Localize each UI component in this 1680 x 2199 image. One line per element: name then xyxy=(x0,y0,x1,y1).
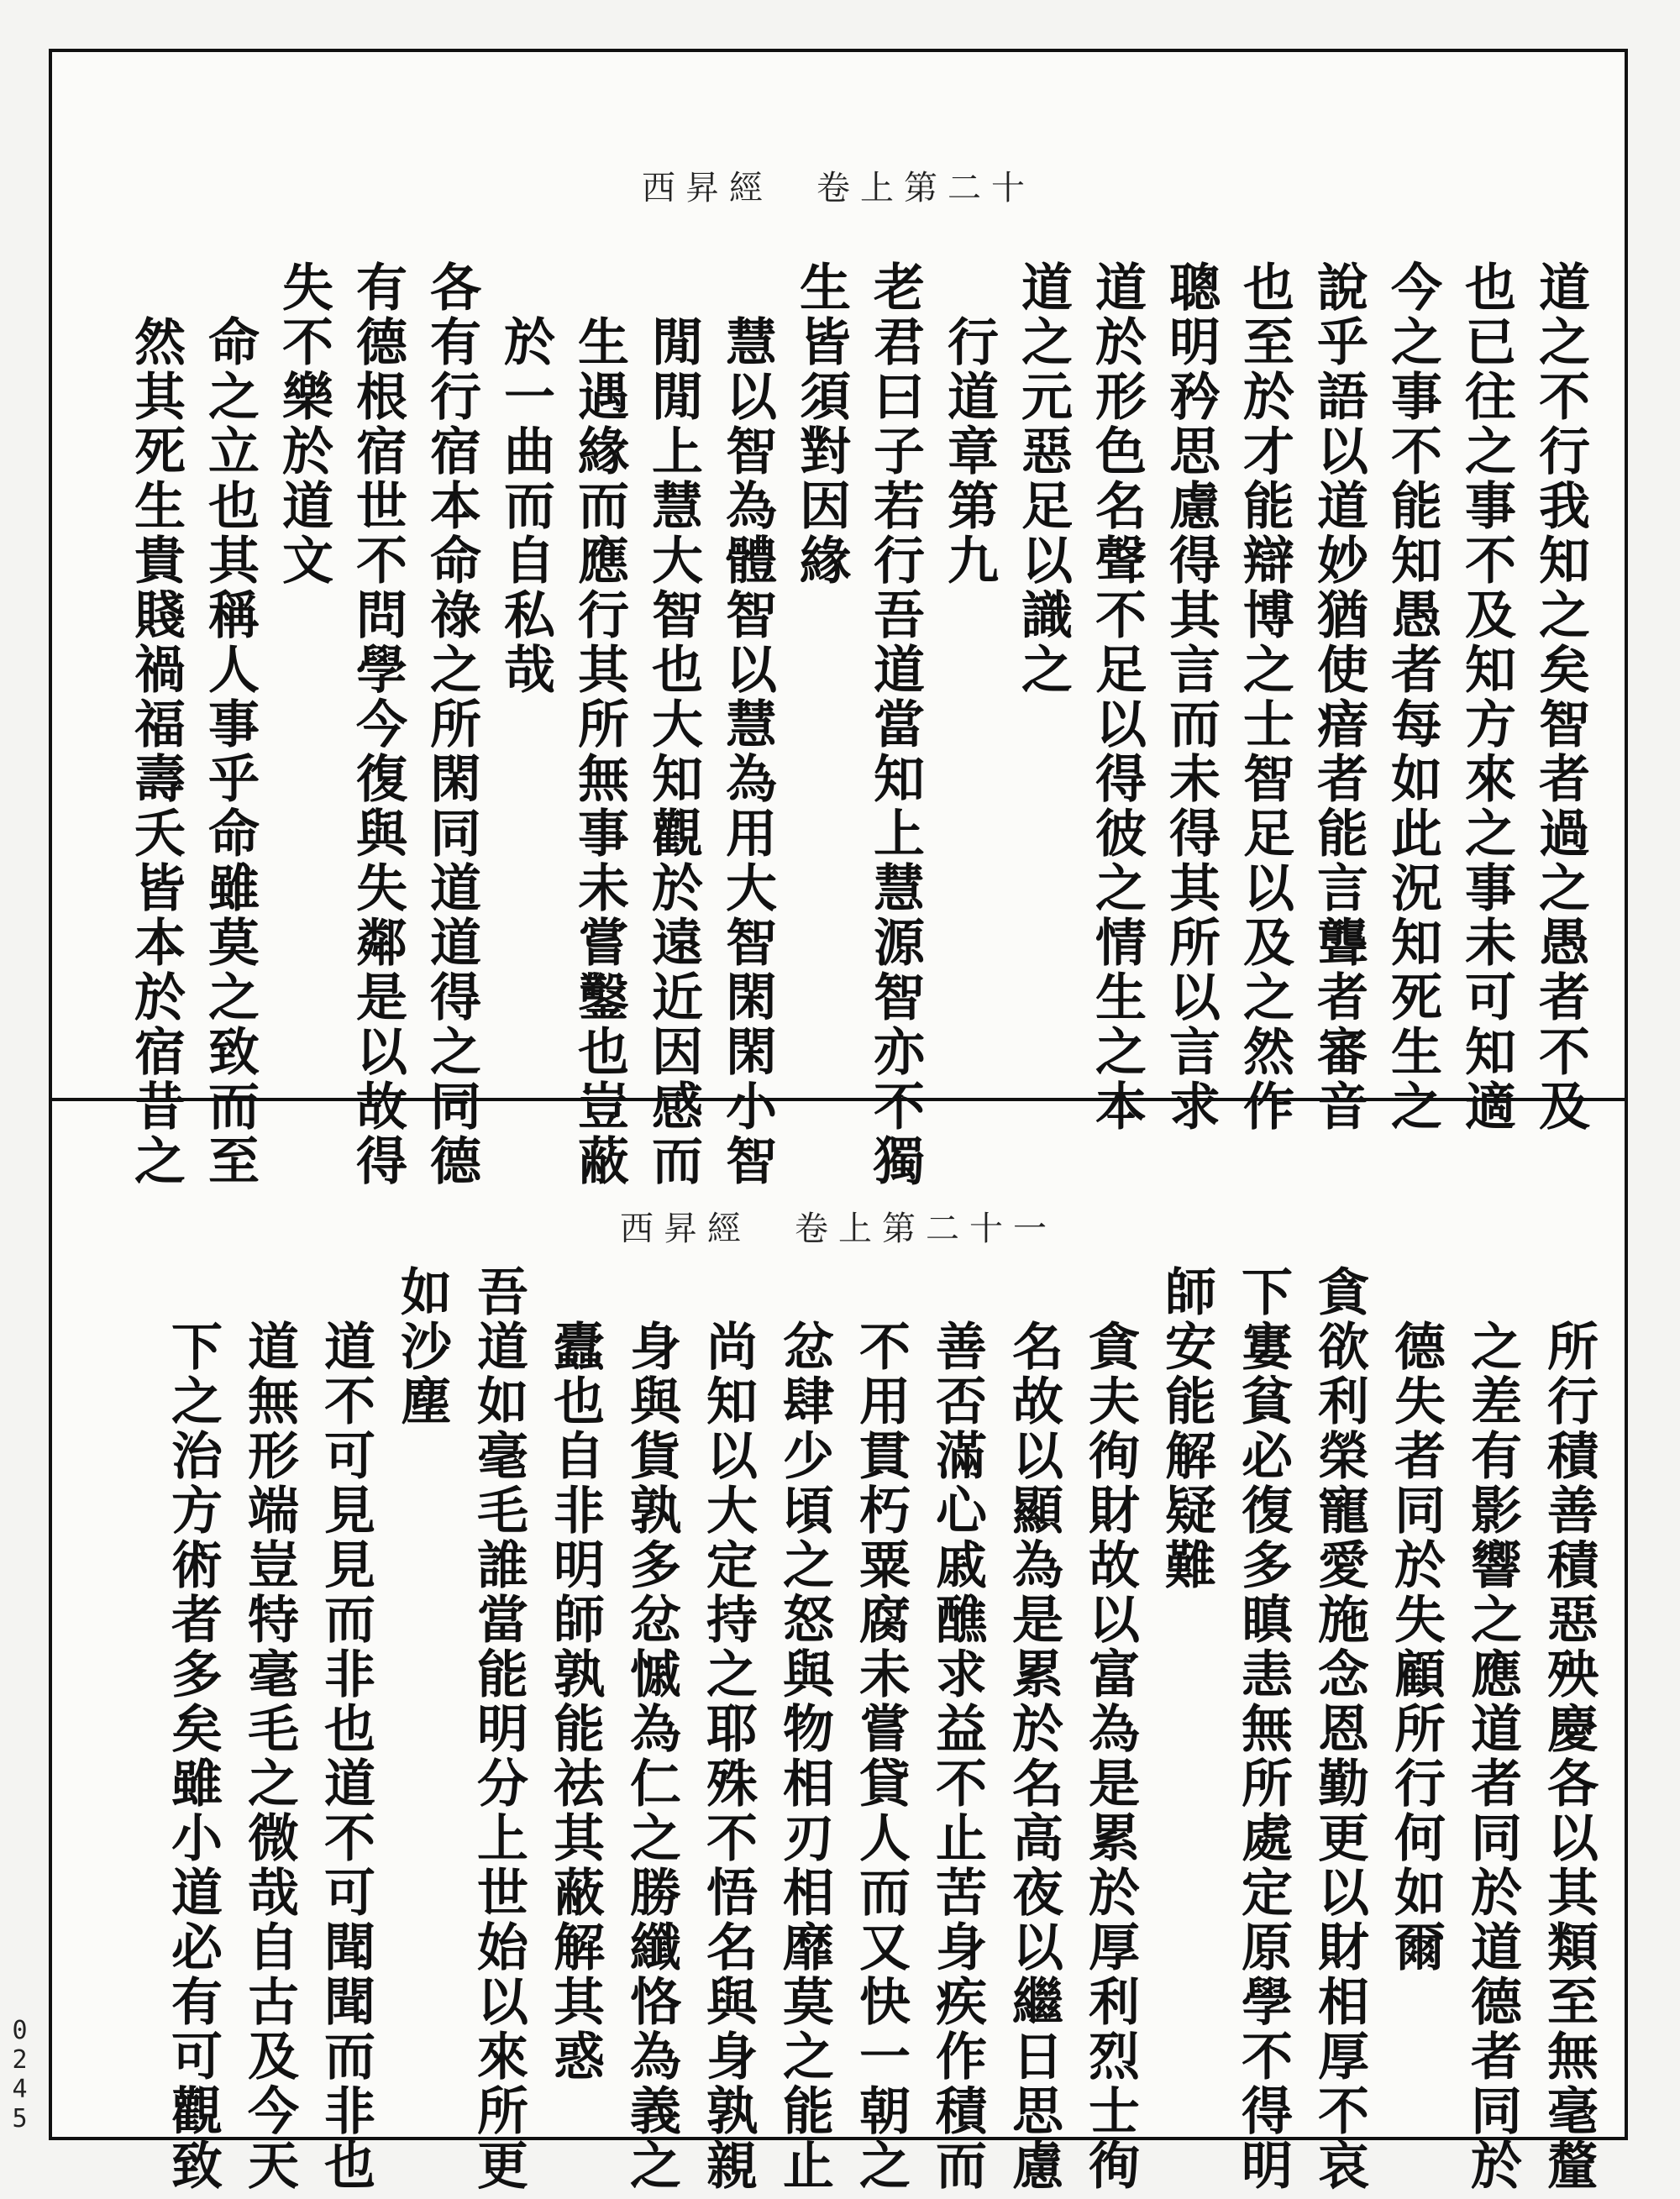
text-column: 忿肆少頃之怒與物相刃相靡莫之能止 xyxy=(774,1265,834,2193)
text-column: 說乎語以道妙猶使瘖者能言聾者審音 xyxy=(1309,260,1368,1134)
page-number: 0245 xyxy=(5,2016,34,2133)
text-column: 如沙塵 xyxy=(392,1265,452,1429)
text-column: 尚知以大定持之耶殊不悟名與身孰親 xyxy=(698,1265,758,2193)
text-column: 下寠貧必復多瞋恚無所處定原學不得明 xyxy=(1233,1265,1293,2193)
running-head-top: 西昇經 卷上第二十 xyxy=(642,169,1035,207)
text-column: 然其死生貴賤禍福壽夭皆本於宿昔之 xyxy=(126,260,186,1189)
text-column: 德失者同於失顧所行何如爾 xyxy=(1386,1265,1446,1975)
text-column: 不用貫朽粟腐未嘗貸人而又快一朝之 xyxy=(851,1265,911,2193)
text-column: 行道章第九 xyxy=(939,260,999,588)
text-column: 道之不行我知之矣智者過之愚者不及 xyxy=(1530,260,1590,1134)
text-column: 慧以智為體智以慧為用大智閑閑小智 xyxy=(717,260,777,1189)
text-column: 命之立也其稱人事乎命雖莫之致而至 xyxy=(200,260,260,1189)
text-column: 今之事不能知愚者每如此況知死生之 xyxy=(1383,260,1442,1134)
text-column: 於一曲而自私哉 xyxy=(496,260,555,697)
text-column: 聰明矜思慮得其言而未得其所以言求 xyxy=(1161,260,1221,1134)
text-column: 生遇緣而應行其所無事未嘗鑿也豈蔽 xyxy=(570,260,629,1189)
text-column: 貪欲利榮寵愛施念恩勤更以財相厚不哀 xyxy=(1310,1265,1369,2193)
text-column: 身與貨孰多忿慽為仁之勝纖恪為義之 xyxy=(622,1265,681,2193)
bottom-half xyxy=(52,1101,1625,2193)
text-column: 閒閒上慧大智也大知觀於遠近因感而 xyxy=(643,260,703,1189)
text-column: 名故以顯為是累於名高夜以繼日思慮 xyxy=(1004,1265,1063,2193)
text-column: 下之治方術者多矣雖小道必有可觀致 xyxy=(163,1265,223,2193)
text-column: 吾道如毫毛誰當能明分上世始以來所更 xyxy=(469,1265,528,2193)
text-column: 道不可見見而非也道不可聞聞而非也 xyxy=(316,1265,375,2193)
text-column: 有德根宿世不問學今復與失鄰是以故得 xyxy=(348,260,407,1189)
text-column: 之差有影響之應道者同於道德者同於 xyxy=(1462,1265,1522,2193)
text-column: 道之元惡足以識之 xyxy=(1013,260,1073,697)
text-column: 老君曰子若行吾道當知上慧源智亦不獨 xyxy=(865,260,925,1189)
text-column: 也已往之事不及知方來之事未可知適 xyxy=(1457,260,1516,1134)
running-head-bottom: 西昇經 卷上第二十一 xyxy=(620,1210,1057,1248)
text-column: 所行積善積惡殃慶各以其類至無毫釐 xyxy=(1539,1265,1599,2193)
text-column: 善否滿心戚醮求益不止苦身疾作積而 xyxy=(927,1265,987,2193)
text-column: 各有行宿本命祿之所閑同道道得之同德 xyxy=(422,260,481,1189)
text-column: 也至於才能辯博之士智足以及之然作 xyxy=(1235,260,1294,1134)
text-column: 失不樂於道文 xyxy=(274,260,333,588)
text-column: 師安能解疑難 xyxy=(1157,1265,1216,1593)
text-column: 道無形端豈特毫毛之微哉自古及今天 xyxy=(239,1265,299,2193)
text-column: 生皆須對因緣 xyxy=(791,260,851,588)
text-column: 道於形色名聲不足以得彼之情生之本 xyxy=(1087,260,1147,1134)
text-column: 貪夫徇財故以富為是累於厚利烈士徇 xyxy=(1080,1265,1140,2193)
top-half xyxy=(52,52,1625,1189)
text-column: 蠹也自非明師孰能祛其蔽解其惑 xyxy=(545,1265,605,2084)
